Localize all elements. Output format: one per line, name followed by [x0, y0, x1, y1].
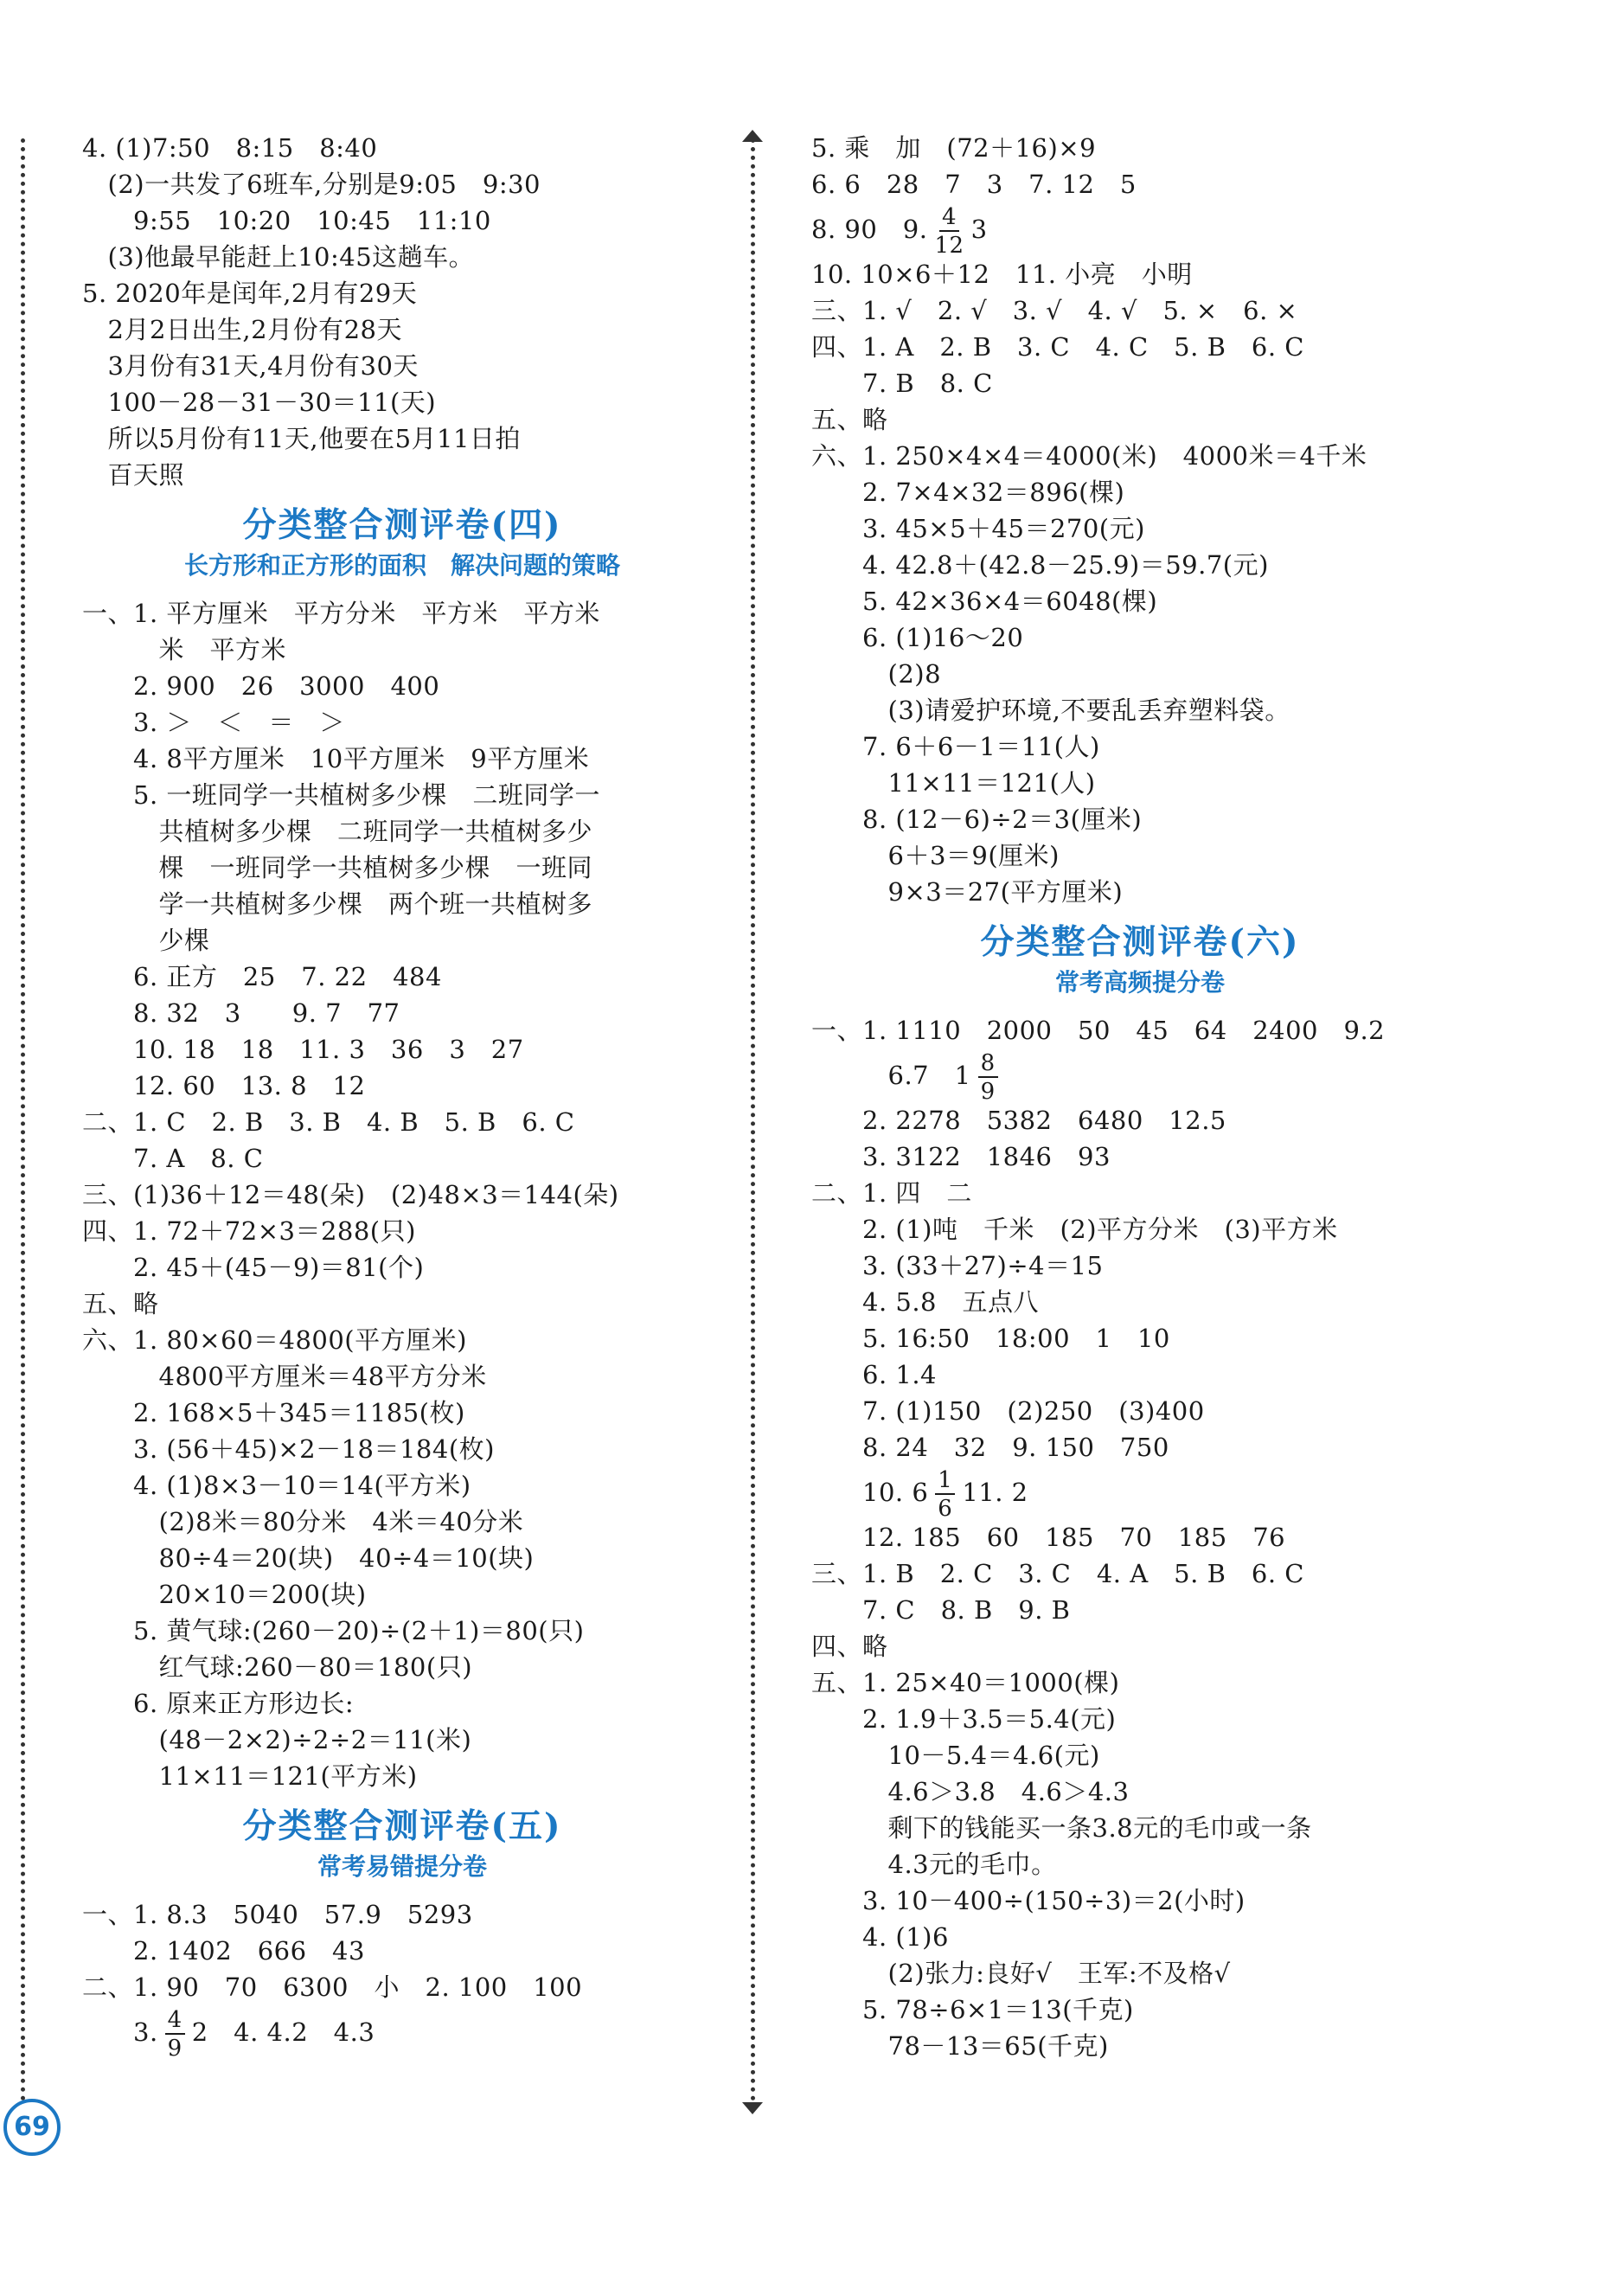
answer-line: 11×11＝121(人) [811, 768, 1096, 798]
answer-line: 8. 32 3 9. 7 77 [82, 998, 400, 1028]
answer-line: (2)8米＝80分米 4米＝40分米 [82, 1507, 524, 1536]
answer-line: 7. B 8. C [811, 369, 993, 398]
answer-line: 四、1. 72＋72×3＝288(只) [82, 1216, 416, 1246]
section-title-6: 分类整合测评卷(六) [980, 922, 1300, 962]
answer-line: 20×10＝200(块) [82, 1580, 367, 1609]
answer-line-fraction [811, 1465, 1469, 1522]
section-title-4: 分类整合测评卷(四) [242, 505, 562, 545]
section-subtitle-4: 长方形和正方形的面积 解决问题的策略 [183, 551, 620, 580]
answer-line: 四、略 [811, 1632, 888, 1661]
answer-line: 五、1. 25×40＝1000(棵) [811, 1668, 1120, 1697]
answer-line: (3)他最早能赶上10:45这趟车。 [82, 242, 475, 272]
fraction [935, 1466, 955, 1522]
answer-line: 4800平方厘米＝48平方分米 [82, 1362, 487, 1391]
answer-line: 80÷4＝20(块) 40÷4＝10(块) [82, 1543, 535, 1573]
answer-line: 5. 42×36×4＝6048(棵) [811, 587, 1158, 616]
answer-line: 2. 900 26 3000 400 [82, 671, 440, 701]
answer-line: 11×11＝121(平方米) [82, 1761, 418, 1791]
answer-line: 6. (1)16～20 [811, 623, 1024, 652]
answer-line: 3. (33＋27)÷4＝15 [811, 1251, 1104, 1280]
answer-line: 2. 7×4×32＝896(棵) [811, 478, 1125, 507]
answer-line: 三、1. √ 2. √ 3. √ 4. √ 5. × 6. × [811, 296, 1298, 325]
answer-line: 7. 6＋6－1＝11(人) [811, 732, 1100, 761]
answer-line-fraction [811, 202, 1469, 259]
column-divider-dotted-line [751, 138, 755, 2102]
answer-line: 三、1. B 2. C 3. C 4. A 5. B 6. C [811, 1559, 1304, 1588]
answer-line: 4.6＞3.8 4.6＞4.3 [811, 1777, 1130, 1806]
answer-line: 6. 正方 25 7. 22 484 [82, 962, 442, 991]
answer-line: (2)张力:良好√ 王军:不及格√ [811, 1959, 1231, 1988]
answer-line: 五、略 [811, 405, 888, 434]
answer-line: 2. 1.9＋3.5＝5.4(元) [811, 1704, 1117, 1734]
right-block-5 [811, 1519, 1469, 2064]
answer-line: 8. 24 32 9. 150 750 [811, 1433, 1169, 1462]
answer-line: 米 平方米 [82, 635, 287, 664]
answer-line: 一、1. 8.3 5040 57.9 5293 [82, 1900, 473, 1929]
answer-line: 100－28－31－30＝11(天) [82, 388, 437, 417]
fraction [934, 203, 964, 259]
answer-line: 4. 8平方厘米 10平方厘米 9平方厘米 [82, 744, 590, 773]
answer-line: 四、1. A 2. B 3. C 4. C 5. B 6. C [811, 332, 1304, 362]
answer-line: 3月份有31天,4月份有30天 [82, 351, 419, 381]
answer-line: (3)请爱护环境,不要乱丢弃塑料袋。 [811, 696, 1290, 725]
answer-line: 9×3＝27(平方厘米) [811, 877, 1124, 907]
answer-line: 12. 60 13. 8 12 [82, 1071, 366, 1100]
answer-line: 12. 185 60 185 70 185 76 [811, 1523, 1286, 1552]
answer-line: 二、1. 四 二 [811, 1178, 972, 1208]
fraction-numerator: 4 [939, 206, 959, 232]
answer-line: 3. (56＋45)×2－18＝184(枚) [82, 1434, 495, 1464]
fraction-numerator: 4 [165, 2009, 185, 2035]
right-block-2 [811, 256, 1469, 910]
answer-line: 10. 10×6＋12 11. 小亮 小明 [811, 260, 1193, 289]
answer-text: 11. 2 [962, 1478, 1028, 1507]
left-column [82, 130, 722, 2062]
answer-text: 2 4. 4.2 4.3 [191, 2017, 375, 2047]
answer-text: 8. 90 9. [811, 215, 928, 244]
answer-line: 7. (1)150 (2)250 (3)400 [811, 1396, 1205, 1426]
left-block-1 [82, 130, 722, 493]
section-subtitle-6: 常考高频提分卷 [1054, 968, 1225, 997]
answer-line: (2)一共发了6班车,分别是9:05 9:30 [82, 170, 541, 199]
answer-line: 6＋3＝9(厘米) [811, 841, 1060, 870]
answer-line: 百天照 [82, 460, 185, 490]
answer-line: 5. 黄气球:(260－20)÷(2＋1)＝80(只) [82, 1616, 585, 1645]
answer-line: 红气球:260－80＝180(只) [82, 1652, 473, 1682]
answer-line: 少棵 [82, 926, 210, 955]
divider-top-marker [742, 130, 763, 142]
answer-line: 3. ＞ ＜ ＝ ＞ [82, 708, 345, 737]
answer-text: 6.7 1 [811, 1061, 971, 1090]
answer-line: 78－13＝65(千克) [811, 2031, 1109, 2061]
answer-line: 2. (1)吨 千米 (2)平方分米 (3)平方米 [811, 1215, 1338, 1244]
answer-line: 4. 42.8＋(42.8－25.9)＝59.7(元) [811, 550, 1269, 580]
right-block-4 [811, 1102, 1469, 1465]
answer-line: 5. 一班同学一共植树多少棵 二班同学一 [82, 780, 600, 810]
right-block-1 [811, 130, 1469, 202]
answer-line: 8. (12－6)÷2＝3(厘米) [811, 805, 1143, 834]
answer-line: 2. 1402 666 43 [82, 1936, 365, 1966]
answer-line: 六、1. 250×4×4＝4000(米) 4000米＝4千米 [811, 441, 1367, 471]
answer-text: 3. [82, 2017, 158, 2047]
binding-dotted-line-left [21, 138, 25, 2102]
answer-line: 10－5.4＝4.6(元) [811, 1741, 1100, 1770]
answer-line-fraction [82, 2005, 722, 2062]
answer-line: 五、略 [82, 1289, 159, 1318]
fraction-denominator: 6 [938, 1495, 953, 1522]
answer-line: 5. 乘 加 (72＋16)×9 [811, 133, 1097, 163]
answer-line: 三、(1)36＋12＝48(朵) (2)48×3＝144(朵) [82, 1180, 619, 1209]
divider-bottom-marker [742, 2102, 763, 2114]
fraction [978, 1049, 998, 1105]
answer-line: (2)8 [811, 659, 942, 689]
answer-text: 10. 6 [811, 1478, 929, 1507]
fraction-numerator: 8 [978, 1052, 998, 1078]
answer-line: 4. (1)8×3－10＝14(平方米) [82, 1471, 471, 1500]
answer-text: 3 [970, 215, 988, 244]
answer-line: 剩下的钱能买一条3.8元的毛巾或一条 [811, 1813, 1312, 1843]
fraction [165, 2006, 185, 2062]
answer-line: 3. 10－400÷(150÷3)＝2(小时) [811, 1886, 1246, 1915]
right-block-3 [811, 1012, 1469, 1049]
answer-line: 4. 5.8 五点八 [811, 1287, 1040, 1317]
answer-line: 5. 16:50 18:00 1 10 [811, 1324, 1170, 1353]
answer-line: 5. 78÷6×1＝13(千克) [811, 1995, 1134, 2024]
fraction-numerator: 1 [935, 1469, 955, 1495]
page-number-badge: 69 [3, 2099, 61, 2156]
answer-line: 一、1. 平方厘米 平方分米 平方米 平方米 [82, 599, 600, 628]
answer-line: 二、1. C 2. B 3. B 4. B 5. B 6. C [82, 1107, 575, 1137]
answer-line: 2. 2278 5382 6480 12.5 [811, 1106, 1226, 1135]
answer-line: (48－2×2)÷2÷2＝11(米) [82, 1725, 472, 1754]
answer-line: 6. 原来正方形边长: [82, 1689, 355, 1718]
answer-line: 5. 2020年是闰年,2月有29天 [82, 279, 418, 308]
answer-line: 4. (1)6 [811, 1922, 949, 1952]
answer-line: 10. 18 18 11. 3 36 3 27 [82, 1035, 524, 1064]
fraction-denominator: 12 [934, 232, 964, 259]
right-column [811, 130, 1469, 2064]
answer-line: 棵 一班同学一共植树多少棵 一班同 [82, 853, 593, 882]
section-subtitle-5: 常考易错提分卷 [317, 1852, 487, 1881]
answer-line: 7. C 8. B 9. B [811, 1595, 1071, 1625]
answer-line: 4. (1)7:50 8:15 8:40 [82, 133, 378, 163]
answer-line: 一、1. 1110 2000 50 45 64 2400 9.2 [811, 1016, 1386, 1045]
answer-line: 6. 1.4 [811, 1360, 938, 1389]
answer-line: 所以5月份有11天,他要在5月11日拍 [82, 424, 521, 453]
fraction-denominator: 9 [167, 2035, 183, 2062]
left-block-2 [82, 595, 722, 1794]
answer-line: 2. 168×5＋345＝1185(枚) [82, 1398, 465, 1427]
answer-line: 2. 45＋(45－9)＝81(个) [82, 1253, 425, 1282]
answer-line: 4.3元的毛巾。 [811, 1850, 1057, 1879]
answer-line: 7. A 8. C [82, 1144, 264, 1173]
fraction-denominator: 9 [980, 1078, 996, 1105]
section-title-5: 分类整合测评卷(五) [242, 1806, 562, 1846]
answer-line: 9:55 10:20 10:45 11:10 [82, 206, 491, 235]
answer-line: 3. 45×5＋45＝270(元) [811, 514, 1145, 543]
answer-line: 3. 3122 1846 93 [811, 1142, 1111, 1171]
answer-line: 共植树多少棵 二班同学一共植树多少 [82, 817, 593, 846]
answer-line: 六、1. 80×60＝4800(平方厘米) [82, 1325, 467, 1355]
answer-line: 2月2日出生,2月份有28天 [82, 315, 402, 344]
answer-line-fraction [811, 1049, 1469, 1105]
answer-line: 6. 6 28 7 3 7. 12 5 [811, 170, 1137, 199]
left-block-3 [82, 1896, 722, 2005]
answer-line: 二、1. 90 70 6300 小 2. 100 100 [82, 1972, 583, 2002]
answer-line: 学一共植树多少棵 两个班一共植树多 [82, 889, 593, 919]
